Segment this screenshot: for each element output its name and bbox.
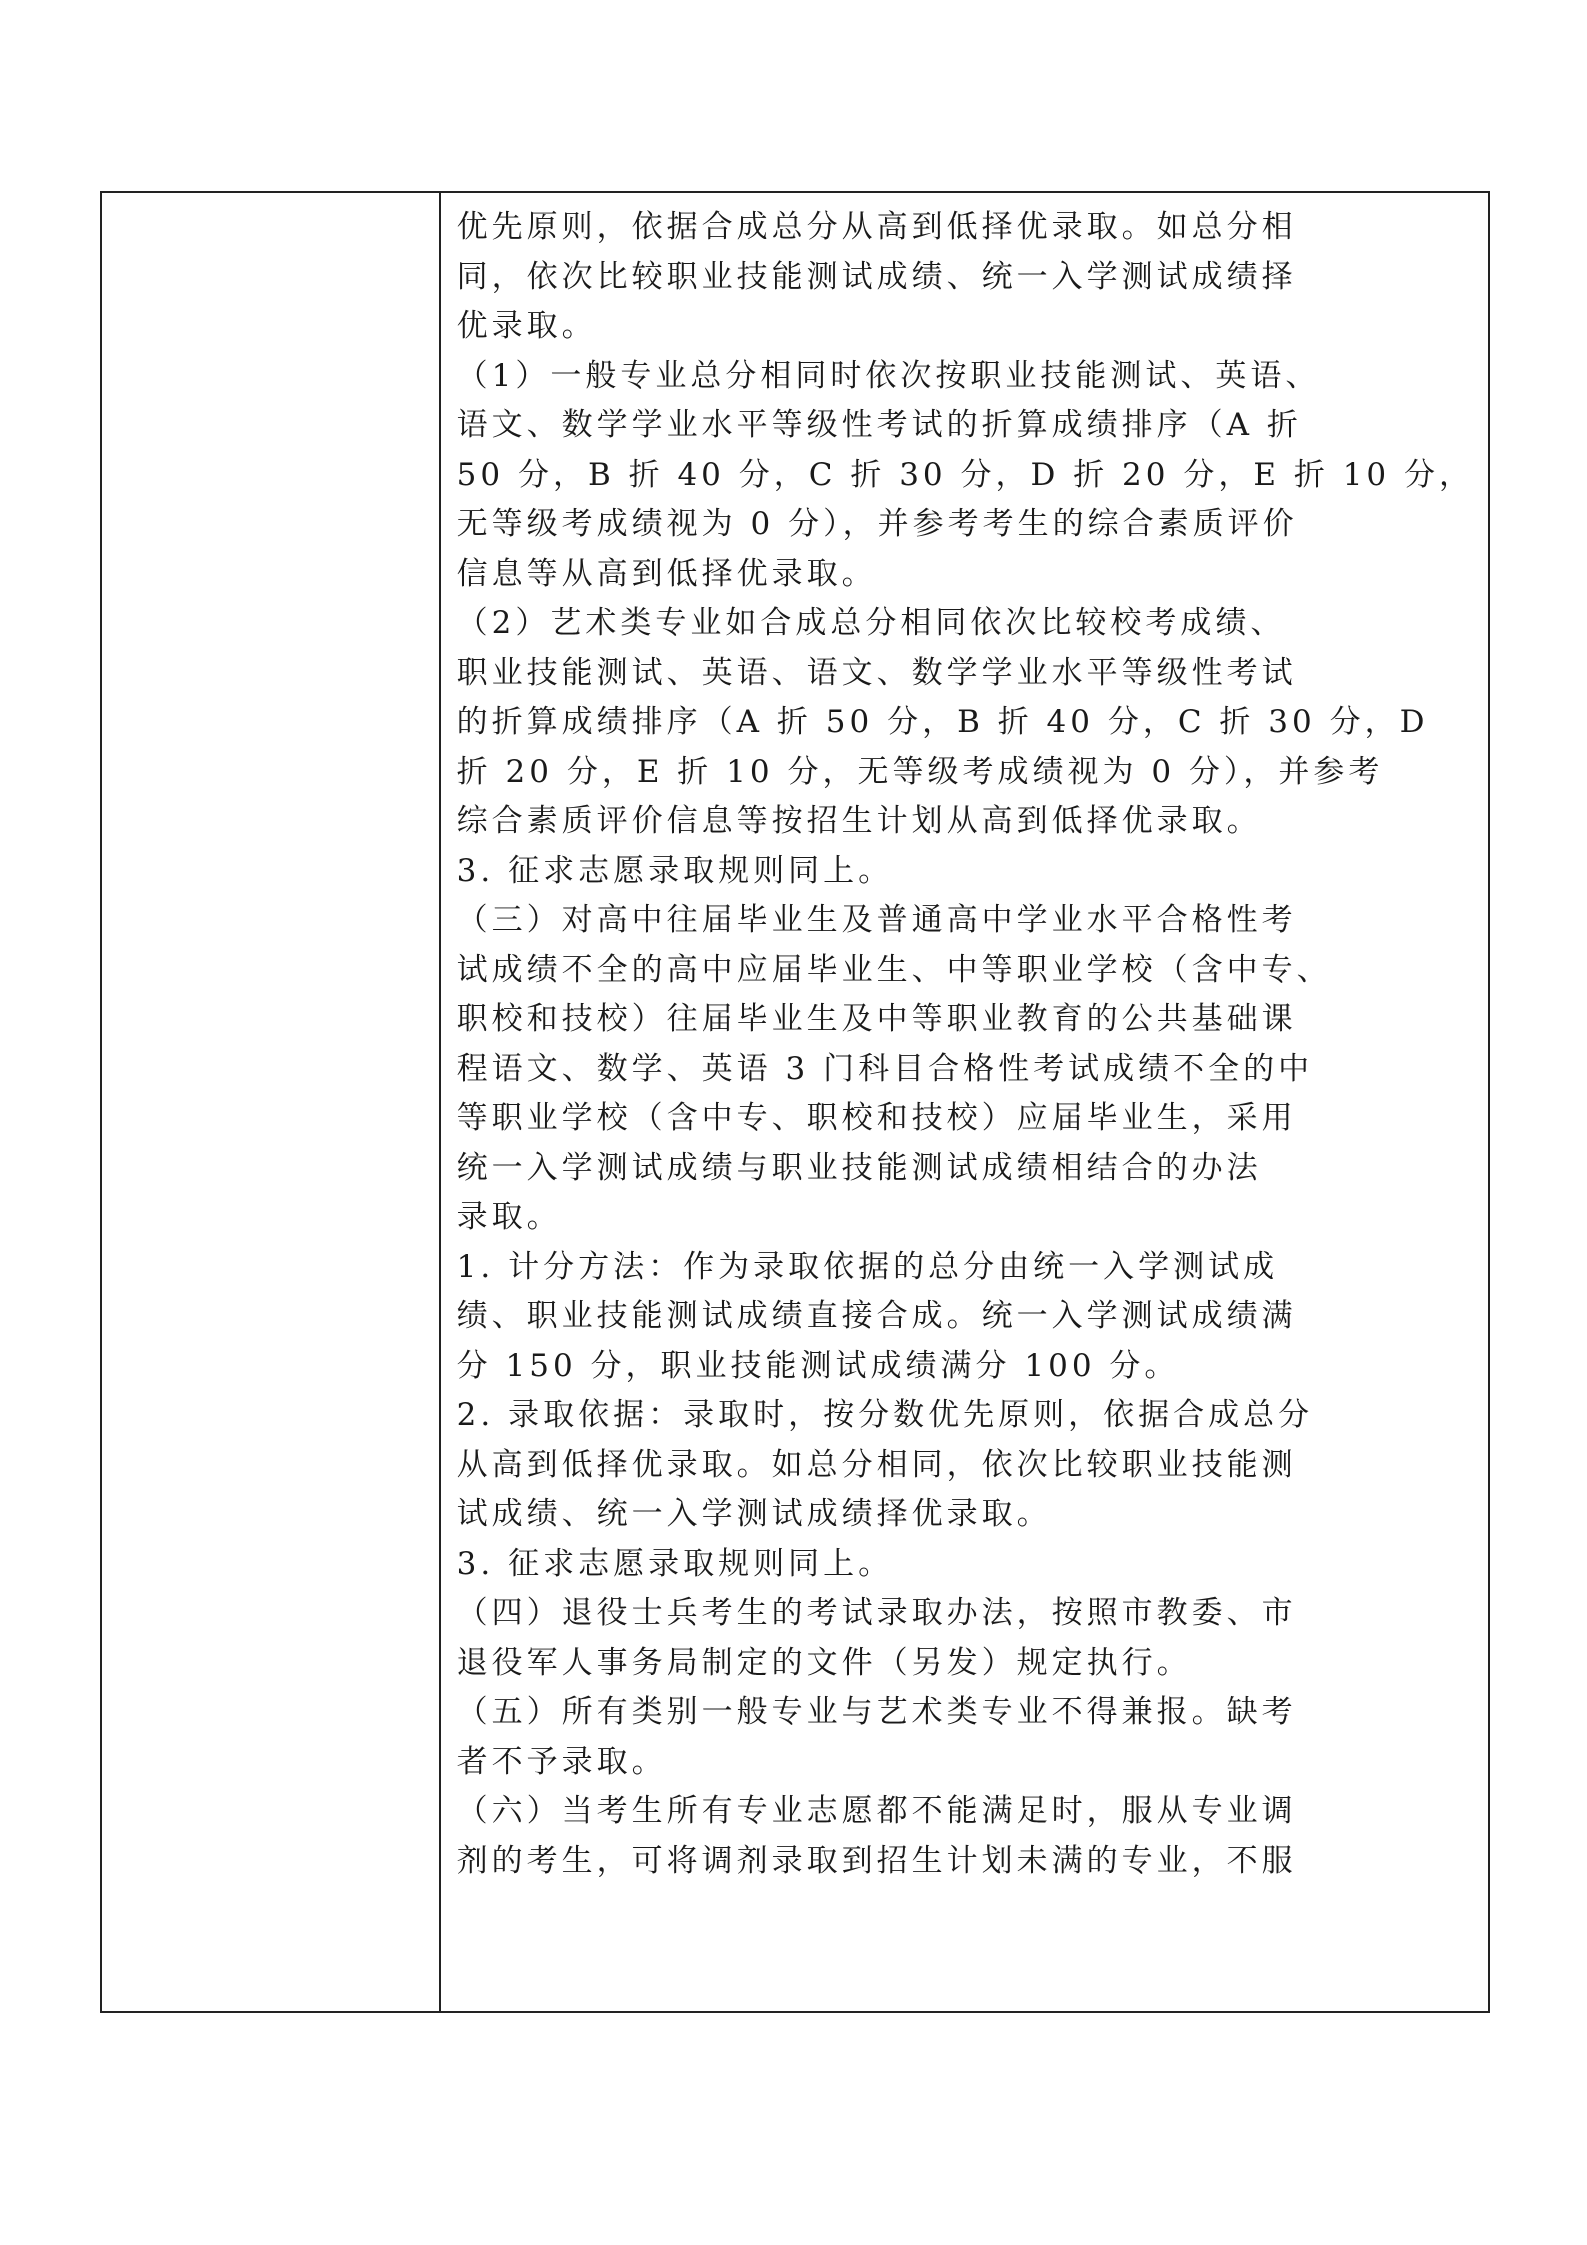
text-line: 等职业学校（含中专、职校和技校）应届毕业生，采用 <box>456 1100 1297 1136</box>
text-line: （六）当考生所有专业志愿都不能满足时，服从专业调 <box>456 1793 1297 1829</box>
text-line: 语文、数学学业水平等级性考试的折算成绩排序（A 折 <box>456 407 1302 443</box>
text-line: 折 20 分，E 折 10 分，无等级考成绩视为 0 分），并参考 <box>456 753 1384 790</box>
text-line: 退役军人事务局制定的文件（另发）规定执行。 <box>456 1644 1192 1681</box>
text-line: （三）对高中往届毕业生及普通高中学业水平合格性考 <box>456 902 1297 938</box>
text-line: 剂的考生，可将调剂录取到招生计划未满的专业，不服 <box>456 1842 1297 1879</box>
table-left-cell <box>102 193 441 2011</box>
text-line: （五）所有类别一般专业与艺术类专业不得兼报。缺考 <box>456 1694 1297 1730</box>
text-line: 录取。 <box>456 1199 562 1235</box>
text-line: 3. 征求志愿录取规则同上。 <box>456 852 894 889</box>
text-line: 2. 录取依据：录取时，按分数优先原则，依据合成总分 <box>456 1397 1314 1433</box>
text-line: 程语文、数学、英语 3 门科目合格性考试成绩不全的中 <box>456 1050 1314 1087</box>
text-line: 50 分，B 折 40 分，C 折 30 分，D 折 20 分，E 折 10 分， <box>456 456 1474 493</box>
text-line: 无等级考成绩视为 0 分），并参考考生的综合素质评价 <box>456 506 1298 542</box>
table-right-cell <box>441 193 1488 2011</box>
text-line: 试成绩、统一入学测试成绩择优录取。 <box>456 1496 1052 1532</box>
text-line: 3. 征求志愿录取规则同上。 <box>456 1545 894 1582</box>
text-line: 试成绩不全的高中应届毕业生、中等职业学校（含中专、 <box>456 951 1332 988</box>
text-line: （四）退役士兵考生的考试录取办法，按照市教委、市 <box>456 1595 1297 1631</box>
text-line: 同，依次比较职业技能测试成绩、统一入学测试成绩择 <box>456 258 1297 295</box>
text-line: 职业技能测试、英语、语文、数学学业水平等级性考试 <box>456 654 1297 691</box>
text-line: 分 150 分，职业技能测试成绩满分 100 分。 <box>456 1347 1180 1384</box>
document-table <box>100 191 1490 2013</box>
text-line: 从高到低择优录取。如总分相同，依次比较职业技能测 <box>456 1446 1297 1483</box>
text-line: （1）一般专业总分相同时依次按职业技能测试、英语、 <box>456 357 1321 394</box>
text-line: 绩、职业技能测试成绩直接合成。统一入学测试成绩满 <box>456 1298 1297 1334</box>
text-line: 统一入学测试成绩与职业技能测试成绩相结合的办法 <box>456 1149 1262 1186</box>
text-line: 1. 计分方法：作为录取依据的总分由统一入学测试成 <box>456 1248 1279 1285</box>
text-line: 者不予录取。 <box>456 1743 667 1780</box>
text-line: 优录取。 <box>456 308 597 344</box>
text-line: 职校和技校）往届毕业生及中等职业教育的公共基础课 <box>456 1001 1297 1037</box>
text-line: 优先原则，依据合成总分从高到低择优录取。如总分相 <box>456 209 1297 245</box>
text-line: （2）艺术类专业如合成总分相同依次比较校考成绩、 <box>456 605 1286 641</box>
text-line: 综合素质评价信息等按招生计划从高到低择优录取。 <box>456 803 1262 839</box>
text-line: 的折算成绩排序（A 折 50 分，B 折 40 分，C 折 30 分，D <box>456 704 1429 740</box>
text-line: 信息等从高到低择优录取。 <box>456 555 877 592</box>
